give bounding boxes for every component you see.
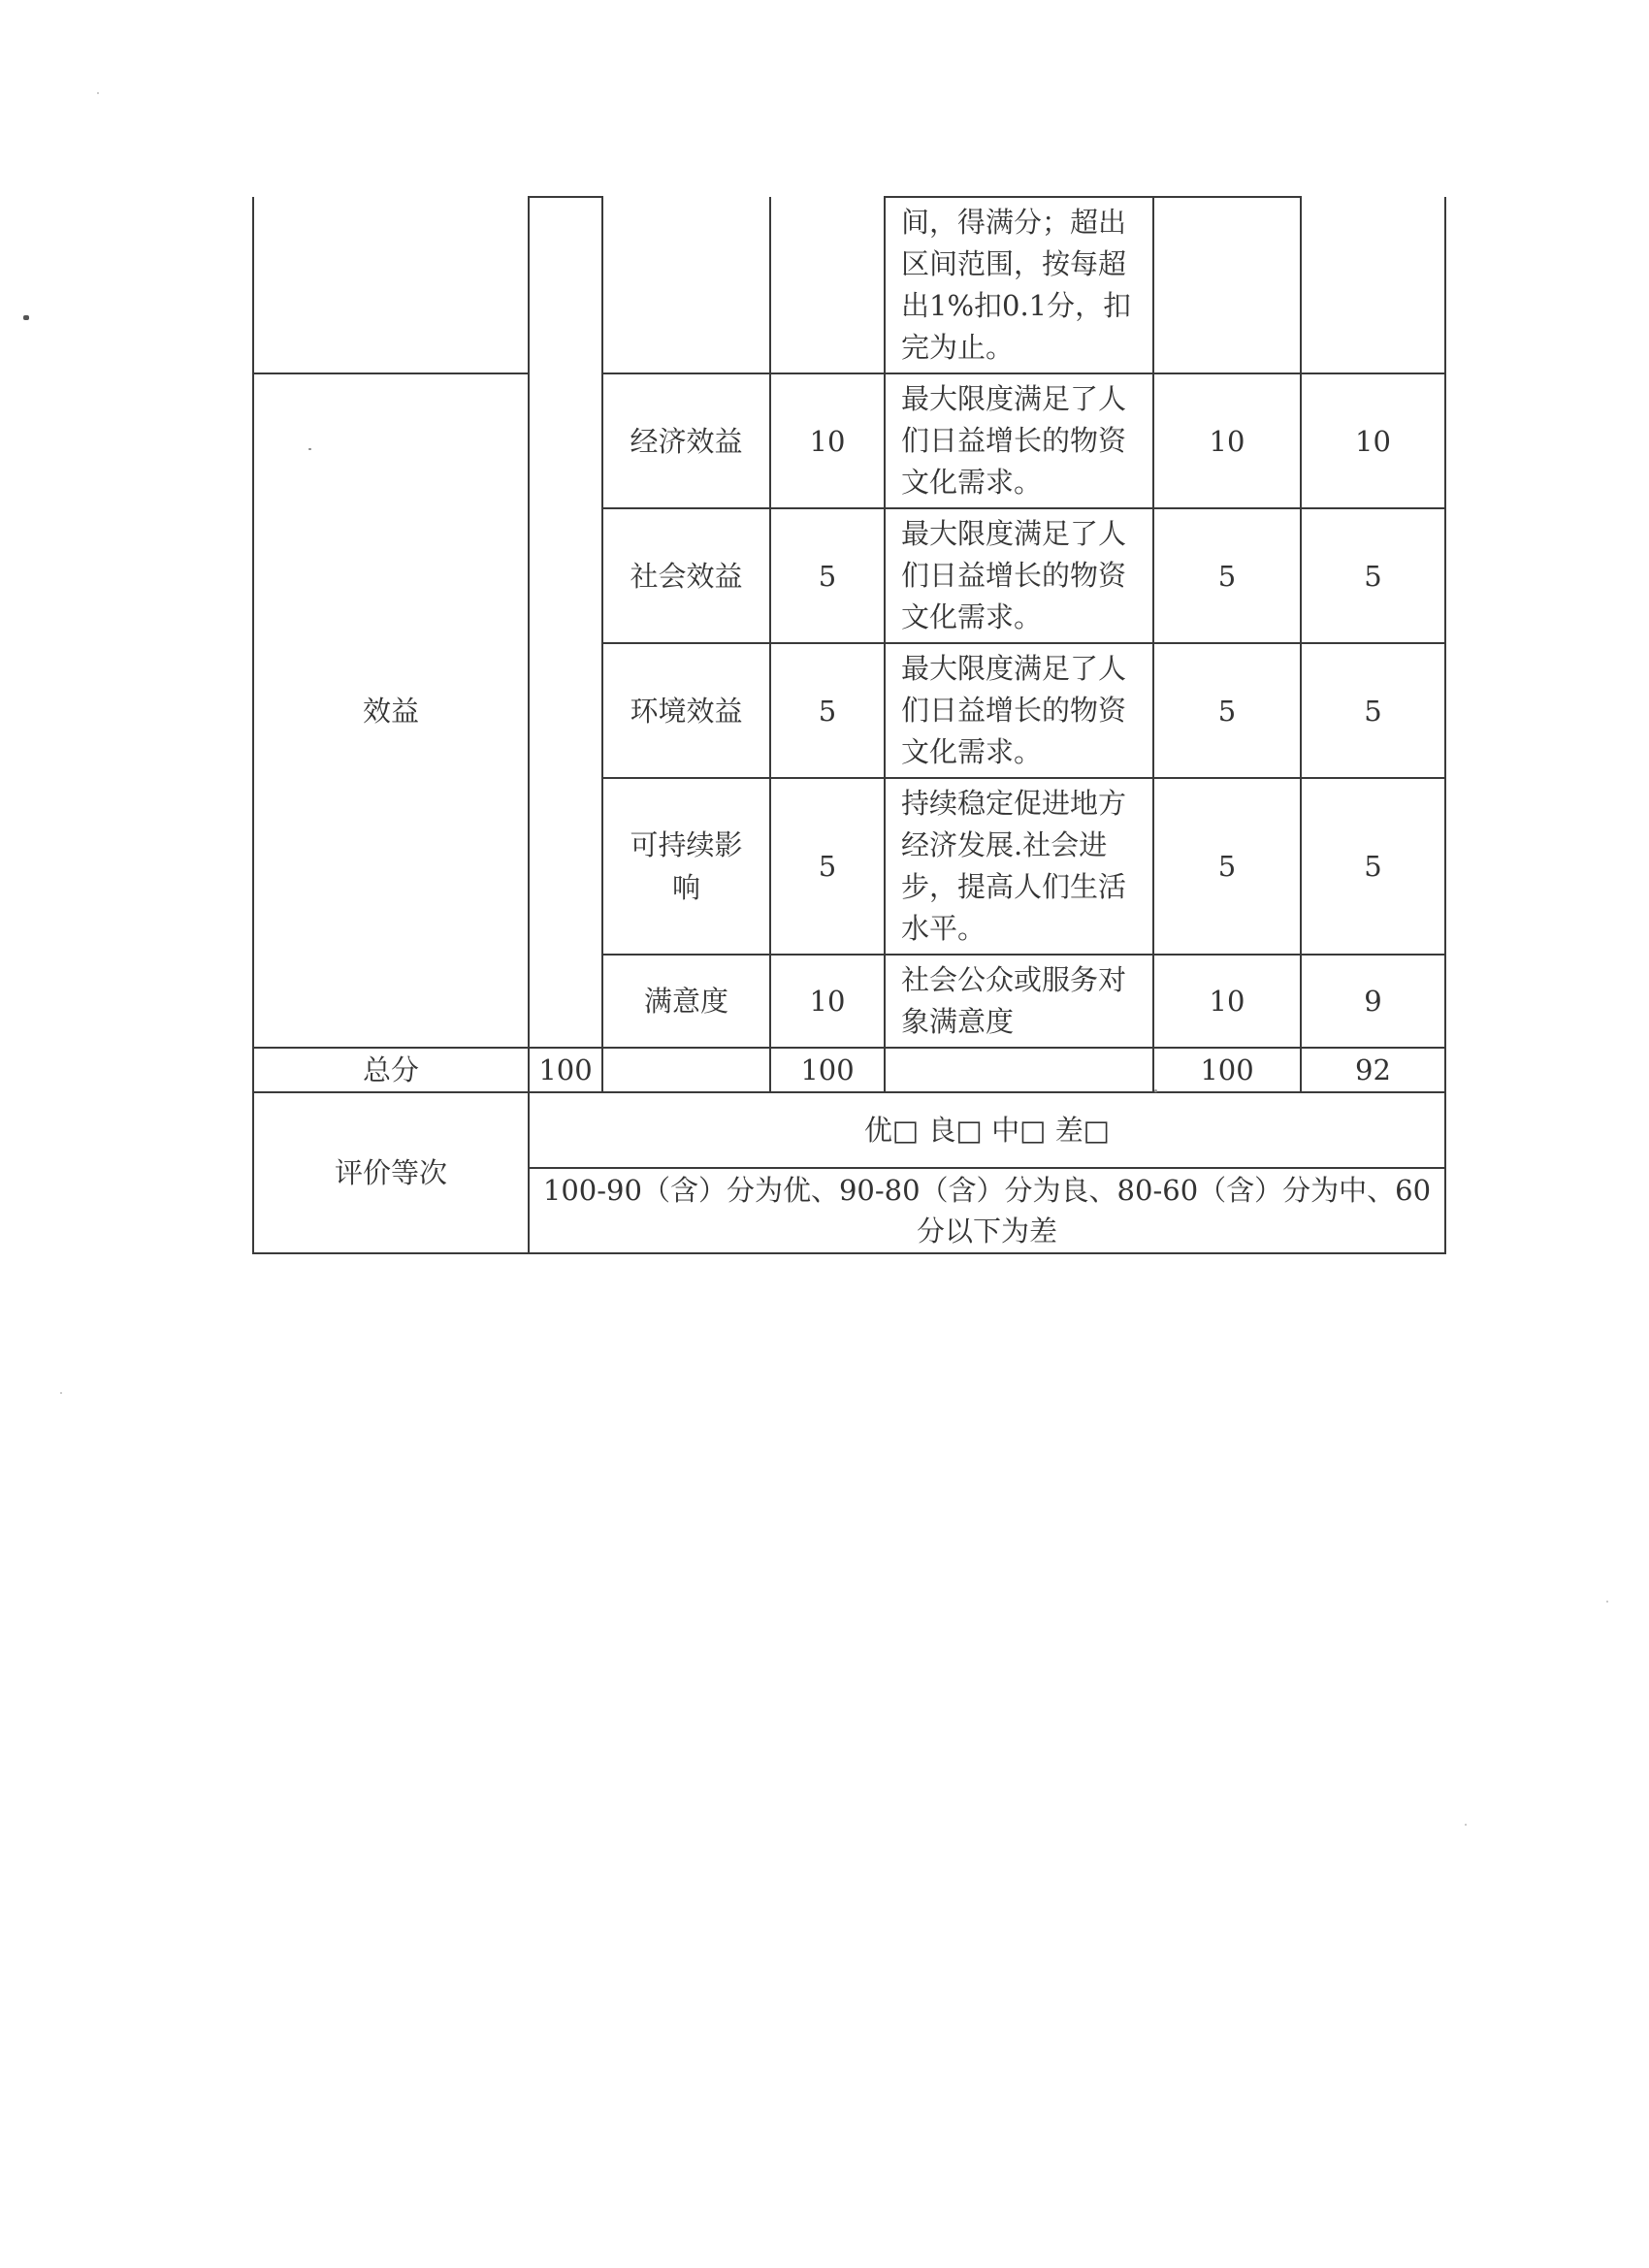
grade-options: 优□ 良□ 中□ 差□ <box>529 1092 1445 1168</box>
scan-speck <box>1606 1601 1608 1603</box>
final-score-cell: 10 <box>1301 373 1445 508</box>
self-score-cell: 5 <box>1153 643 1301 778</box>
indicator-cell: 满意度 <box>602 955 770 1048</box>
self-score-cell-empty <box>1153 197 1301 373</box>
self-score-cell: 5 <box>1153 778 1301 955</box>
criteria-cell: 间，得满分；超出区间范围，按每超出1%扣0.1分，扣完为止。 <box>885 197 1153 373</box>
indicator-cell-empty <box>602 197 770 373</box>
indicator-cell: 可持续影响 <box>602 778 770 955</box>
merged-blank-column <box>529 197 602 1048</box>
indicator-cell: 社会效益 <box>602 508 770 643</box>
final-score-cell: 5 <box>1301 643 1445 778</box>
criteria-cell: 最大限度满足了人们日益增长的物资文化需求。 <box>885 508 1153 643</box>
total-row <box>253 1048 1445 1092</box>
scan-speck <box>308 448 311 450</box>
final-score-cell: 5 <box>1301 778 1445 955</box>
grade-label: 评价等次 <box>253 1092 529 1253</box>
final-score-cell: 9 <box>1301 955 1445 1048</box>
weight-cell-empty <box>770 197 885 373</box>
category-cell-empty <box>253 197 529 373</box>
scan-speck <box>1154 1089 1157 1092</box>
total-weight-cell: 100 <box>770 1048 885 1092</box>
indicator-cell: 环境效益 <box>602 643 770 778</box>
total-self-score-cell: 100 <box>1153 1048 1301 1092</box>
criteria-cell: 最大限度满足了人们日益增长的物资文化需求。 <box>885 643 1153 778</box>
category-cell: 效益 <box>253 373 529 1048</box>
self-score-cell: 5 <box>1153 508 1301 643</box>
self-score-cell: 10 <box>1153 373 1301 508</box>
self-score-cell: 10 <box>1153 955 1301 1048</box>
criteria-cell: 社会公众或服务对象满意度 <box>885 955 1153 1048</box>
grade-note: 100-90（含）分为优、90-80（含）分为良、80-60（含）分为中、60分以下为差 <box>529 1168 1445 1253</box>
scan-speck <box>1465 1824 1467 1826</box>
scan-speck <box>60 1392 62 1394</box>
weight-cell: 10 <box>770 373 885 508</box>
final-score-cell: 5 <box>1301 508 1445 643</box>
weight-cell: 5 <box>770 643 885 778</box>
table-row-continuation <box>253 197 1445 373</box>
indicator-cell: 经济效益 <box>602 373 770 508</box>
total-label: 总分 <box>253 1048 529 1092</box>
scan-speck <box>23 315 29 320</box>
weight-cell: 5 <box>770 778 885 955</box>
table-row <box>253 373 1445 508</box>
scan-speck <box>97 92 99 94</box>
total-empty-cell <box>602 1048 770 1092</box>
total-criteria-empty-cell <box>885 1048 1153 1092</box>
total-final-score-cell: 92 <box>1301 1048 1445 1092</box>
grade-row <box>253 1092 1445 1168</box>
criteria-cell: 最大限度满足了人们日益增长的物资文化需求。 <box>885 373 1153 508</box>
weight-cell: 5 <box>770 508 885 643</box>
final-score-cell-empty <box>1301 197 1445 373</box>
weight-cell: 10 <box>770 955 885 1048</box>
criteria-cell: 持续稳定促进地方经济发展.社会进步，提高人们生活水平。 <box>885 778 1153 955</box>
performance-evaluation-table <box>252 196 1446 1254</box>
total-col1-cell: 100 <box>529 1048 602 1092</box>
